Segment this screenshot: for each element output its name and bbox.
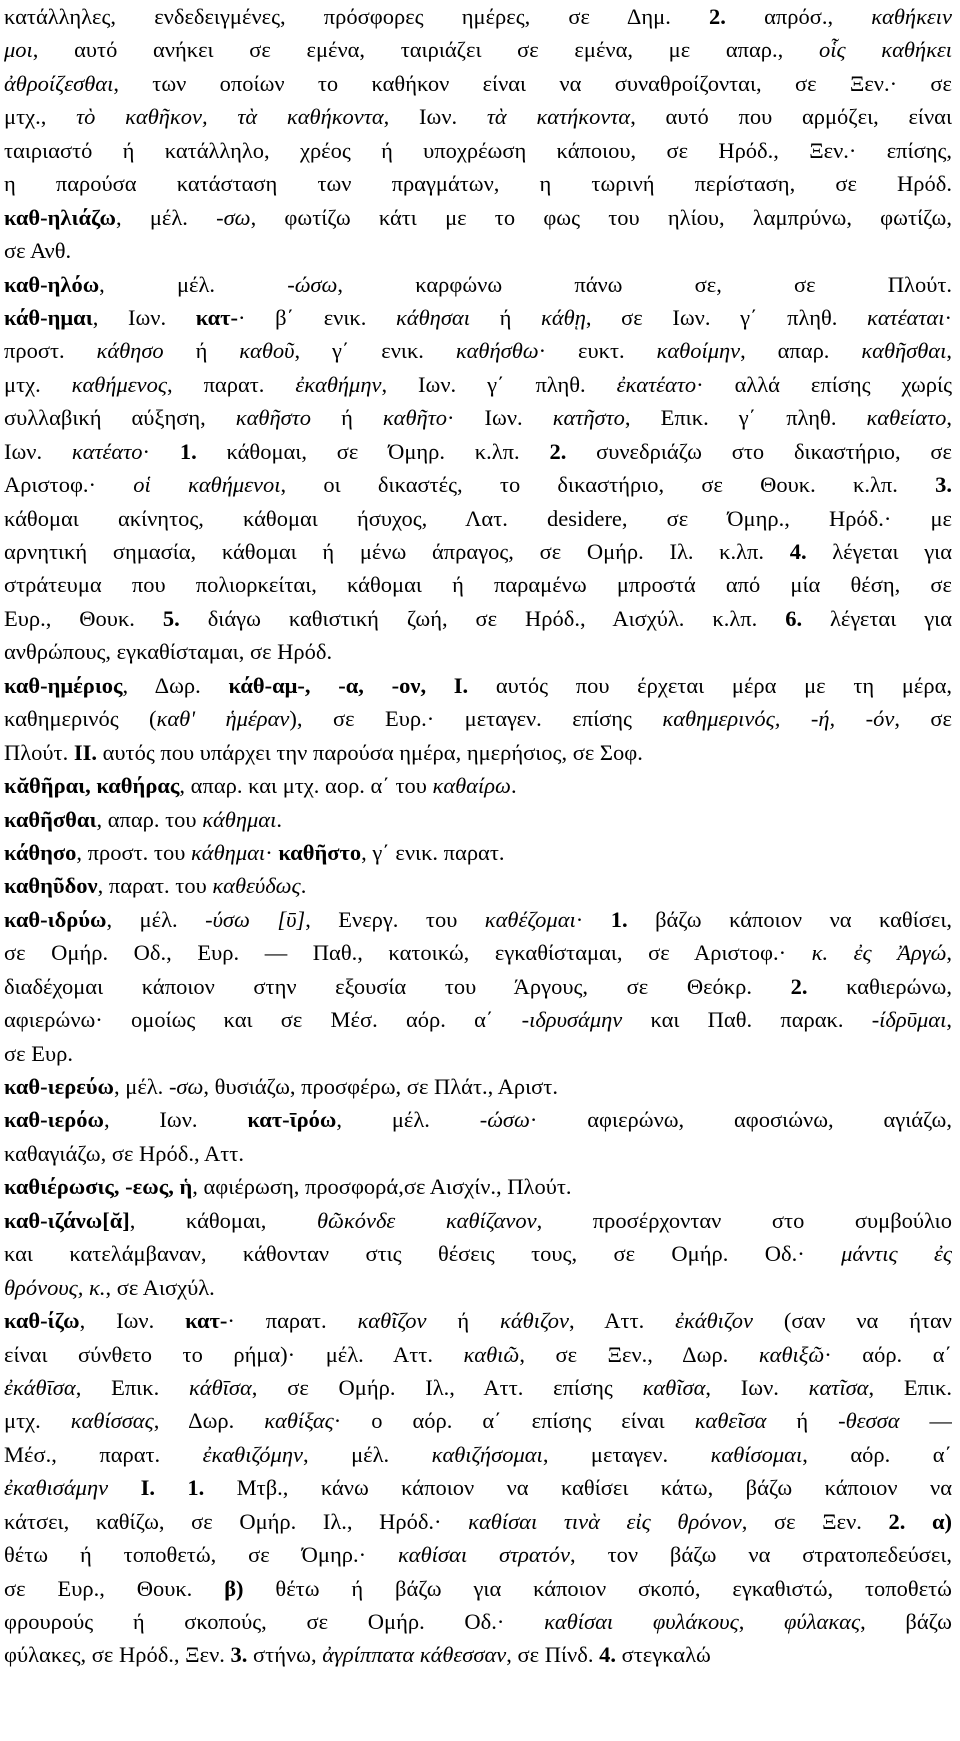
text-run: .	[510, 773, 517, 799]
text-run: ή	[426, 1308, 501, 1334]
text-run: αρνητική σημασία, κάθομαι ή μένω άπραγος, σε Ομήρ. Ιλ. κ.λπ.	[4, 539, 790, 564]
italic-text: ἐκαθιζόμην	[202, 1441, 303, 1467]
text-run: , παρατ.	[167, 371, 296, 397]
headword: β)	[224, 1575, 244, 1601]
text-run: θέτω ή βάζω για κάποιον σκοπό, εγκαθιστώ, τοποθετώ	[243, 1575, 952, 1601]
italic-text: καθιζήσομαι	[431, 1441, 543, 1467]
text-run: λέγεται για	[802, 605, 952, 631]
text-run: μτχ.	[4, 1408, 71, 1434]
text-run: αφιερώνω· ομοίως και σε Μέσ. αόρ. α΄	[4, 1007, 522, 1033]
text-run: η παρούσα κατάσταση των πραγμάτων, η τωρινή περίσταση, σε Ηρόδ.	[4, 171, 952, 197]
text-run: · αφιερώνω, αφοσιώνω, αγιάζω,	[529, 1107, 952, 1133]
italic-text: καθῖσα	[642, 1374, 706, 1400]
text-run: ή	[163, 338, 240, 364]
text-run: Ιων.	[4, 438, 72, 464]
text-line	[4, 301, 952, 334]
text-run: αυτός που έρχεται μέρα με τη μέρα,	[468, 672, 952, 698]
text-line	[4, 1605, 952, 1638]
text-line	[4, 936, 952, 969]
text-run: , Ιων.	[79, 1308, 186, 1334]
italic-text: καθίσομαι	[710, 1441, 803, 1467]
italic-text: καθίσσας	[70, 1408, 154, 1434]
text-line	[4, 635, 952, 668]
headword: 6.	[785, 605, 803, 631]
italic-text: καθῆσθαι	[861, 338, 947, 364]
text-run: , μέλ.	[114, 1074, 169, 1099]
text-run: , απαρ. και μτχ. αορ. α΄ του	[179, 773, 433, 799]
italic-text: καθῖζον	[357, 1308, 427, 1334]
headword: 4.	[599, 1642, 616, 1668]
headword: καθ-ιδρύω	[4, 906, 107, 932]
text-run: στράτευμα που πολιορκείται, κάθομαι ή παραμένω μπροστά από μία θέση, σε	[4, 572, 952, 598]
text-line	[4, 0, 952, 33]
headword: καθ-ηλόω	[4, 271, 100, 297]
italic-text: μάντις ἐς	[841, 1241, 952, 1267]
text-run: · παρατ.	[227, 1308, 358, 1334]
headword: καθ-ηλιάζω	[4, 204, 116, 230]
text-line	[4, 368, 952, 401]
italic-text: κατῖσα	[808, 1374, 869, 1400]
italic-text: καθιῶ	[463, 1341, 520, 1367]
text-run: κάθομαι ακίνητος, κάθομαι ήσυχος, Λατ. desidere, σε Όμηρ., Ηρόδ.· με	[4, 505, 952, 531]
text-run: , μέλ.	[115, 204, 217, 230]
text-run: ·	[944, 304, 952, 330]
text-run: ), σε Ευρ.· μεταγεν. επίσης	[289, 706, 663, 732]
text-run: .	[276, 806, 282, 832]
text-run: , γ΄ ενικ. παρατ.	[361, 839, 505, 865]
text-run: , αόρ. α΄	[802, 1441, 952, 1467]
text-line	[4, 234, 952, 267]
text-run: , προσέρχονταν στο συμβούλιο	[536, 1207, 952, 1233]
italic-text: καθίσαι τινὰ εἰς θρόνον	[468, 1508, 742, 1534]
italic-text: -ώσω	[479, 1107, 530, 1133]
text-run: ταιριαστό ή κατάλληλο, χρέος ή υποχρέωση κάποιου, σε Ηρόδ., Ξεν.· επίσης,	[4, 137, 952, 163]
italic-text: φύλακας	[784, 1609, 861, 1634]
text-line	[4, 1538, 952, 1571]
italic-text: ἐκαθήμην	[295, 371, 382, 397]
headword: κάθ-αμ-, -α, -ον, I.	[228, 672, 469, 698]
text-run: , σε Ομήρ. Ιλ., Αττ. επίσης	[251, 1374, 643, 1400]
italic-text: κάθησαι	[396, 304, 470, 330]
text-run: ή	[311, 405, 383, 431]
italic-text: κατῆστο	[552, 405, 625, 431]
italic-text: κ. ἐς Ἀργώ	[811, 940, 947, 966]
text-run: · αλλά επίσης χωρίς	[696, 371, 952, 397]
text-run: ανθρώπους, εγκαθίσταμαι, σε Ηρόδ.	[4, 639, 333, 665]
italic-text: οἷς καθήκει	[818, 37, 952, 63]
text-run: καθημερινός (	[4, 706, 157, 732]
text-line	[4, 401, 952, 434]
text-run: ,	[946, 338, 952, 364]
text-line	[4, 67, 952, 100]
text-run: , αυτό που αρμόζει, είναι	[630, 104, 952, 130]
text-line	[4, 268, 952, 301]
text-run: , βάζω	[860, 1609, 952, 1634]
text-run: λέγεται για	[806, 539, 952, 564]
text-run: , αυτό ανήκει σε εμένα, ταιριάζει σε εμένα, με απαρ.,	[32, 37, 819, 63]
headword: 1.	[179, 438, 197, 464]
text-line	[4, 33, 952, 66]
text-run: , των οποίων το καθήκον είναι να συναθροίζονται, σε Ξεν.· σε	[113, 70, 952, 96]
italic-text: καθήκειν	[871, 4, 952, 29]
text-run: , μεταγεν.	[542, 1441, 711, 1467]
text-line	[4, 602, 952, 635]
text-run: στεγκαλώ	[615, 1642, 711, 1668]
italic-text: θρόνους, κ.	[4, 1274, 106, 1300]
text-run: είναι σύνθετο το ρήμα)· μέλ. Αττ.	[4, 1341, 464, 1367]
text-run: , απαρ. του	[96, 806, 203, 832]
text-run: μτχ.	[4, 371, 72, 397]
text-run: , Επικ. γ΄ πληθ.	[624, 405, 867, 431]
headword: 3.	[935, 472, 952, 498]
headword: κάθησο	[4, 839, 77, 865]
text-run: , μέλ.	[99, 271, 288, 297]
headword: 2.	[709, 4, 726, 29]
italic-text: κάθῑσα	[188, 1374, 252, 1400]
text-run: Αριστοφ.·	[4, 472, 134, 498]
text-run: , παρατ. του	[97, 873, 213, 899]
text-run: ,	[946, 405, 952, 431]
headword: καθ-ιερόω	[4, 1107, 104, 1133]
text-run: , Επικ.	[75, 1374, 189, 1400]
text-run: , Δωρ.	[122, 672, 229, 698]
text-run: καθαγιάζω, σε Ηρόδ., Αττ.	[4, 1140, 244, 1166]
text-line	[4, 1638, 952, 1671]
text-line	[4, 736, 952, 769]
text-line	[4, 1572, 952, 1605]
headword: καθ-ιερεύω	[4, 1074, 115, 1099]
headword: καθῆστο	[278, 839, 362, 865]
headword: κάθ-ημαι	[4, 304, 93, 330]
italic-text: κάθημαι	[191, 839, 266, 865]
italic-text: κάθημαι	[202, 806, 277, 832]
text-line	[4, 568, 952, 601]
text-run: κατάλληλες, ενδεδειγμένες, πρόσφορες ημέρες, σε Δημ.	[4, 4, 710, 29]
text-run: διάγω καθιστική ζωή, σε Ηρόδ., Αισχύλ. κ.λπ.	[179, 605, 786, 631]
italic-text: καθίξας	[264, 1408, 334, 1434]
text-run: , σε Πίνδ.	[506, 1642, 600, 1668]
text-line	[4, 1438, 952, 1471]
headword: 2.	[549, 438, 567, 464]
text-line	[4, 1103, 952, 1136]
text-run: συλλαβική αύξηση,	[4, 405, 236, 431]
text-line	[4, 1338, 952, 1371]
text-run: , σε Αισχύλ.	[105, 1274, 215, 1300]
headword: 1.	[610, 906, 628, 932]
text-run: Ευρ., Θουκ.	[4, 605, 163, 631]
text-line	[4, 1271, 952, 1304]
headword: 2. α)	[888, 1508, 952, 1534]
text-run: φρουρούς ή σκοπούς, σε Ομήρ. Οδ.·	[4, 1609, 545, 1634]
text-run: —	[899, 1408, 952, 1434]
text-run: σε Ανθ.	[4, 238, 72, 264]
text-run: , Αττ.	[569, 1308, 676, 1334]
italic-text: ἐκάθῑσα	[4, 1374, 76, 1400]
italic-text: καθημερινός, -ή, -όν	[662, 706, 895, 732]
text-run: , Ιων.	[383, 104, 487, 130]
text-run: , αφιέρωση, προσφορά,σε Αισχίν., Πλούτ.	[192, 1174, 572, 1200]
text-run: , μέλ.	[302, 1441, 432, 1467]
text-run: , γ΄ ενικ.	[294, 338, 456, 364]
text-run: Μέσ., παρατ.	[4, 1441, 203, 1467]
italic-text: καθοίμην	[656, 338, 741, 364]
text-line	[4, 435, 952, 468]
text-run: , σε Ξεν., Δωρ.	[519, 1341, 759, 1367]
italic-text: -ύσω [ῡ]	[205, 906, 306, 932]
text-line	[4, 702, 952, 735]
text-run: , κάθομαι,	[129, 1207, 317, 1233]
text-run: ·	[265, 839, 279, 865]
headword: 2.	[790, 973, 808, 999]
text-run: (σαν να ήταν	[752, 1308, 952, 1334]
italic-text: κατέαται	[867, 304, 945, 330]
text-run: ,	[946, 940, 952, 966]
text-run: κάθομαι, σε Όμηρ. κ.λπ.	[196, 438, 550, 464]
italic-text: ἐκατέατο	[616, 371, 697, 397]
headword: καθ-ίζω	[4, 1308, 80, 1334]
italic-text: καθείατο	[866, 405, 947, 431]
italic-text: οἱ καθήμενοι	[133, 472, 281, 498]
text-line	[4, 1404, 952, 1437]
text-line	[4, 1003, 952, 1036]
text-run: βάζω κάποιον να καθίσει,	[627, 906, 952, 932]
text-run: και Παθ. παρακ.	[622, 1007, 872, 1033]
text-run: Πλούτ.	[4, 739, 74, 765]
italic-text: -ίδρῡμαι	[871, 1007, 947, 1033]
text-run: ·	[142, 438, 180, 464]
text-run: , σε Ξεν.	[741, 1508, 889, 1534]
text-run: στήνω,	[247, 1642, 323, 1668]
italic-text: κάθησο	[96, 338, 164, 364]
text-line	[4, 970, 952, 1003]
text-run: αυτός που υπάρχει την παρούσα ημέρα, ημερήσιος, σε Σοφ.	[96, 739, 643, 765]
text-run: · αόρ. α΄	[824, 1341, 952, 1367]
text-run: , Ιων. γ΄ πληθ.	[381, 371, 617, 397]
italic-text: καθίσαι φυλάκους	[544, 1609, 739, 1634]
text-line	[4, 1170, 952, 1203]
headword: 3.	[230, 1642, 248, 1668]
headword: κᾰθῆραι, καθήρας	[4, 773, 180, 799]
text-run: θέτω ή τοποθετώ, σε Όμηρ.·	[4, 1542, 398, 1568]
text-run: ή	[469, 304, 542, 330]
text-line	[4, 869, 952, 902]
italic-text: καθήσθω	[455, 338, 539, 364]
italic-text: κατέατο	[71, 438, 143, 464]
text-run: σε Ευρ.	[4, 1040, 73, 1066]
text-line	[4, 201, 952, 234]
text-run: ,	[946, 1007, 952, 1033]
headword: καθιέρωσις, -εως, ἡ	[4, 1174, 193, 1200]
headword: I. 1.	[140, 1475, 205, 1501]
text-run: φύλακες, σε Ηρόδ., Ξεν.	[4, 1642, 231, 1668]
text-run: ή	[766, 1408, 839, 1434]
headword: 4.	[789, 539, 807, 564]
italic-text: καθήμενος	[71, 371, 168, 397]
text-run: , Ενεργ. του	[305, 906, 485, 932]
italic-text: καθεύδως	[212, 873, 301, 899]
headword: καθῆσθαι	[4, 806, 97, 832]
text-run: σε Ευρ., Θουκ.	[4, 1575, 225, 1601]
text-run: καθιερώνω,	[807, 973, 952, 999]
text-run: διαδέχομαι κάποιον στην εξουσία του Άργους, σε Θεόκρ.	[4, 973, 791, 999]
text-run: , φωτίζω κάτι με το φως του ηλίου, λαμπρύνω, φωτίζω,	[250, 204, 952, 230]
text-run: , Ιων.	[705, 1374, 809, 1400]
headword: καθ-ιζάνω[ᾰ]	[4, 1207, 130, 1233]
italic-text: -ώσω	[287, 271, 338, 297]
text-line	[4, 468, 952, 501]
italic-text: καθέζομαι	[484, 906, 576, 932]
text-line	[4, 1037, 952, 1070]
text-run: απρόσ.,	[725, 4, 872, 29]
italic-text: καθαίρω	[432, 773, 511, 799]
text-run: , Ιων.	[103, 1107, 248, 1133]
text-line	[4, 535, 952, 568]
text-run	[108, 1475, 140, 1500]
text-line	[4, 334, 952, 367]
text-line	[4, 100, 952, 133]
text-line	[4, 1471, 952, 1504]
text-run: , σε	[894, 706, 952, 732]
italic-text: καθ' ἡμέραν	[156, 706, 290, 732]
text-run: · β΄ ενικ.	[238, 304, 396, 330]
headword: καθ-ημέριος	[4, 672, 123, 698]
italic-text: μοι	[4, 37, 33, 63]
text-run: Μτβ., κάνω κάποιον να καθίσει κάτω, βάζω κάποιον να	[204, 1475, 952, 1501]
text-run: , σε Ιων. γ΄ πληθ.	[585, 304, 868, 330]
italic-text: -ιδρυσάμην	[521, 1007, 623, 1033]
text-run: , οι δικαστές, το δικαστήριο, σε Θουκ. κ.λπ.	[280, 472, 936, 498]
italic-text: καθῆτο	[382, 405, 448, 431]
headword: κατ-	[195, 304, 238, 330]
text-run: , θυσιάζω, προσφέρω, σε Πλάτ., Αριστ.	[203, 1074, 558, 1099]
text-run: , Επικ.	[868, 1374, 952, 1400]
italic-text: -θεσσα	[838, 1408, 900, 1434]
text-line	[4, 836, 952, 869]
italic-text: τὸ καθῆκον, τὰ καθήκοντα	[76, 104, 384, 130]
italic-text: καθεῖσα	[694, 1408, 767, 1434]
text-run: , Ιων.	[92, 304, 196, 330]
text-line	[4, 167, 952, 200]
text-run: ·	[575, 906, 611, 932]
text-run: · Ιων.	[447, 405, 553, 431]
italic-text: ἀθροίζεσθαι	[4, 70, 114, 96]
text-line	[4, 1070, 952, 1103]
text-run: συνεδριάζω στο δικαστήριο, σε	[566, 438, 952, 464]
headword: κατ-ῑρόω	[247, 1107, 337, 1133]
text-line	[4, 502, 952, 535]
text-line	[4, 1505, 952, 1538]
text-line	[4, 1371, 952, 1404]
text-line	[4, 1137, 952, 1170]
text-run: , απαρ.	[740, 338, 862, 364]
italic-text: καθοῦ	[239, 338, 295, 364]
text-run: ,	[738, 1609, 785, 1634]
italic-text: κάθῃ	[541, 304, 586, 330]
text-run: σε Ομήρ. Οδ., Ευρ. — Παθ., κατοικώ, εγκαθίσταμαι, σε Αριστοφ.·	[4, 940, 812, 966]
text-run: , Δωρ.	[153, 1408, 265, 1434]
italic-text: τὰ κατήκοντα	[486, 104, 631, 130]
text-run: , μέλ.	[106, 906, 206, 932]
headword: 5.	[162, 605, 180, 631]
italic-text: κάθιζον	[500, 1308, 570, 1334]
italic-text: ἐκαθισάμην	[4, 1475, 109, 1501]
text-run: , προστ. του	[76, 839, 191, 865]
italic-text: καθιξῶ	[758, 1341, 825, 1367]
text-run: , καρφώνω πάνω σε, σε Πλούτ.	[337, 271, 952, 297]
italic-text: καθῆστο	[235, 405, 312, 431]
text-line	[4, 134, 952, 167]
text-line	[4, 1204, 952, 1237]
italic-text: -σω	[216, 204, 251, 230]
headword: κατ-	[185, 1308, 228, 1334]
text-run: · ευκτ.	[538, 338, 657, 364]
text-run: κάτσει, καθίζω, σε Ομήρ. Ιλ., Ηρόδ.·	[4, 1508, 469, 1534]
text-line	[4, 903, 952, 936]
text-run: και κατελάμβαναν, κάθονταν στις θέσεις τους, σε Ομήρ. Οδ.·	[4, 1241, 842, 1267]
text-line	[4, 1304, 952, 1337]
text-line	[4, 769, 952, 802]
italic-text: ἀγρίππατα κάθεσσαν	[322, 1642, 507, 1668]
text-run: · ο αόρ. α΄ επίσης είναι	[333, 1408, 695, 1434]
text-run: μτχ.,	[4, 104, 77, 130]
text-run: προστ.	[4, 338, 97, 364]
headword: II.	[73, 739, 97, 765]
italic-text: θῶκόνδε καθίζανον	[316, 1207, 537, 1233]
text-line	[4, 669, 952, 702]
text-run: , μέλ.	[336, 1107, 480, 1133]
italic-text: -σω	[168, 1074, 204, 1099]
text-run: .	[300, 873, 307, 899]
text-line	[4, 803, 952, 836]
italic-text: ἐκάθιζον	[675, 1308, 753, 1334]
text-run: , τον βάζω να στρατοπεδεύσει,	[570, 1542, 952, 1568]
text-line	[4, 1237, 952, 1270]
italic-text: καθίσαι στρατόν	[398, 1542, 571, 1568]
headword: καθηῦδον	[4, 873, 98, 899]
